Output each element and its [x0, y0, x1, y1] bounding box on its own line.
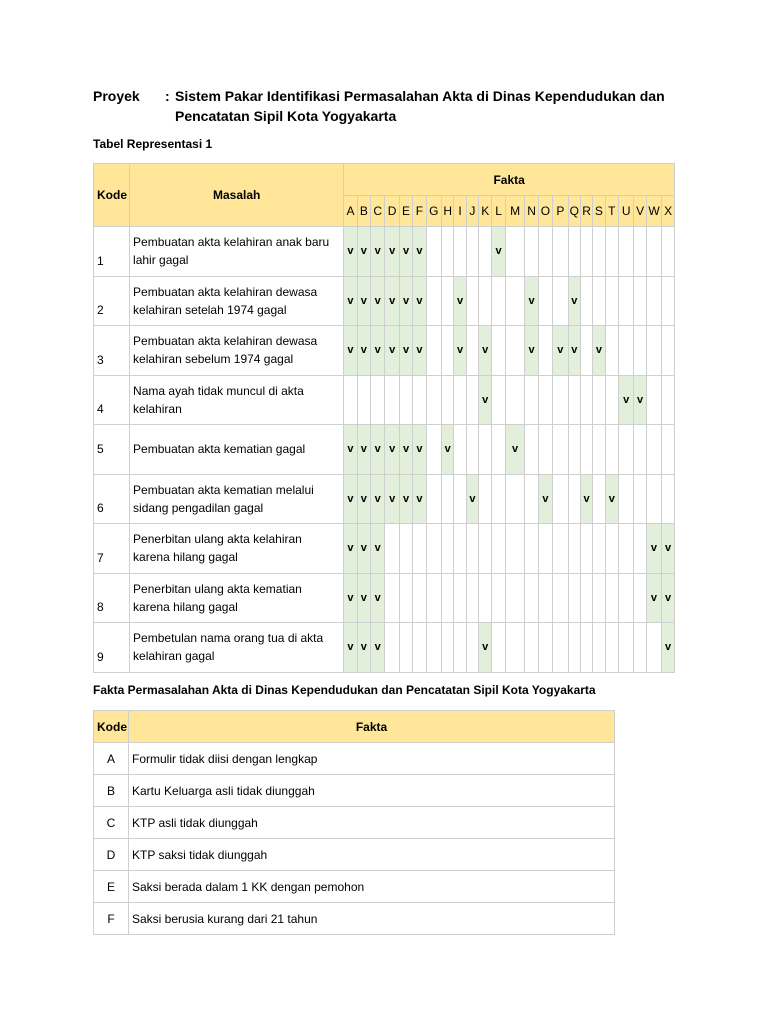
- fact-cell-i: [454, 375, 466, 425]
- fact-cell-a: v: [344, 623, 357, 673]
- fakta-letter-k: K: [479, 196, 492, 227]
- fact-cell-n: [525, 524, 538, 574]
- fact-cell-a: v: [344, 573, 357, 623]
- fact-cell-x: [662, 425, 675, 475]
- fakta-text: Saksi berada dalam 1 KK dengan pemohon: [129, 871, 615, 903]
- fact-cell-h: [442, 573, 454, 623]
- fact-cell-d: [385, 524, 399, 574]
- project-label: Proyek: [93, 88, 140, 104]
- fakta-letter-j: J: [466, 196, 478, 227]
- fact-cell-h: [442, 326, 454, 376]
- fact-cell-b: v: [357, 524, 370, 574]
- fact-cell-d: v: [385, 425, 399, 475]
- fact-cell-v: [634, 326, 646, 376]
- fakta-kode: D: [94, 839, 129, 871]
- fakta-letter-d: D: [385, 196, 399, 227]
- fact-cell-r: [580, 276, 592, 326]
- fact-cell-f: v: [413, 276, 426, 326]
- fakta-letter-u: U: [618, 196, 633, 227]
- fact-cell-k: [479, 573, 492, 623]
- table-row: [94, 326, 675, 376]
- table1-caption: Tabel Representasi 1: [93, 137, 213, 151]
- fakta-letter-o: O: [538, 196, 552, 227]
- fact-cell-g: [426, 276, 441, 326]
- fact-cell-n: v: [525, 276, 538, 326]
- fact-cell-x: [662, 375, 675, 425]
- row-kode: 9: [94, 623, 130, 673]
- fact-cell-m: [505, 276, 525, 326]
- fact-cell-k: v: [479, 375, 492, 425]
- fact-cell-t: [605, 375, 618, 425]
- fact-cell-e: [399, 573, 412, 623]
- fakta-letter-i: I: [454, 196, 466, 227]
- fact-cell-j: [466, 276, 478, 326]
- table-row: [94, 276, 675, 326]
- fact-cell-i: [454, 474, 466, 524]
- fact-cell-g: [426, 375, 441, 425]
- fact-cell-u: [618, 276, 633, 326]
- fact-cell-r: [580, 375, 592, 425]
- fact-cell-u: [618, 474, 633, 524]
- fact-cell-t: [605, 425, 618, 475]
- fakta-letter-w: W: [646, 196, 661, 227]
- fact-cell-k: v: [479, 623, 492, 673]
- fact-cell-m: [505, 375, 525, 425]
- fact-cell-p: [553, 276, 568, 326]
- fact-cell-v: v: [634, 375, 646, 425]
- fact-cell-n: [525, 573, 538, 623]
- fact-cell-r: [580, 524, 592, 574]
- fact-cell-b: [357, 375, 370, 425]
- fact-cell-a: v: [344, 276, 357, 326]
- fact-cell-u: [618, 227, 633, 277]
- fact-cell-m: v: [505, 425, 525, 475]
- fact-cell-d: [385, 573, 399, 623]
- fact-cell-c: v: [371, 474, 385, 524]
- fact-cell-m: [505, 524, 525, 574]
- fact-cell-t: [605, 326, 618, 376]
- fact-cell-k: [479, 227, 492, 277]
- fact-cell-s: [593, 227, 605, 277]
- fact-cell-t: [605, 573, 618, 623]
- fact-cell-w: [646, 623, 661, 673]
- row-masalah: Pembuatan akta kelahiran dewasa kelahiran sebelum 1974 gagal: [130, 326, 344, 376]
- fact-cell-r: v: [580, 474, 592, 524]
- fact-cell-g: [426, 623, 441, 673]
- row-kode: 3: [94, 326, 130, 376]
- fact-cell-j: [466, 375, 478, 425]
- fakta-kode: C: [94, 807, 129, 839]
- fact-cell-q: [568, 375, 580, 425]
- table-row: [94, 524, 675, 574]
- fakta-kode: E: [94, 871, 129, 903]
- fact-cell-w: [646, 326, 661, 376]
- fact-cell-d: [385, 375, 399, 425]
- fact-cell-m: [505, 326, 525, 376]
- fact-cell-h: [442, 474, 454, 524]
- fakta-col-header-kode: Kode: [94, 711, 129, 743]
- fact-cell-j: v: [466, 474, 478, 524]
- row-kode: 5: [94, 425, 130, 475]
- col-header-fakta: Fakta: [344, 164, 675, 196]
- fact-cell-x: [662, 326, 675, 376]
- fact-cell-p: [553, 474, 568, 524]
- fact-cell-q: [568, 623, 580, 673]
- fact-cell-w: [646, 474, 661, 524]
- fact-cell-w: [646, 227, 661, 277]
- fakta-text: KTP asli tidak diunggah: [129, 807, 615, 839]
- fact-cell-h: v: [442, 425, 454, 475]
- fact-cell-s: [593, 524, 605, 574]
- fact-cell-i: [454, 425, 466, 475]
- fact-cell-v: [634, 573, 646, 623]
- fact-cell-q: [568, 474, 580, 524]
- project-title-line1: Sistem Pakar Identifikasi Permasalahan Akta di Dinas Kependudukan dan: [175, 88, 665, 104]
- fact-cell-g: [426, 326, 441, 376]
- fact-cell-b: v: [357, 474, 370, 524]
- table-row: [94, 775, 615, 807]
- fact-cell-e: v: [399, 276, 412, 326]
- fact-cell-e: v: [399, 326, 412, 376]
- fact-cell-k: v: [479, 326, 492, 376]
- fact-cell-d: [385, 623, 399, 673]
- table-row: [94, 623, 675, 673]
- table-row: [94, 573, 675, 623]
- fact-cell-o: [538, 326, 552, 376]
- table-row: [94, 474, 675, 524]
- row-masalah: Penerbitan ulang akta kematian karena hilang gagal: [130, 573, 344, 623]
- fact-cell-h: [442, 375, 454, 425]
- fact-cell-s: v: [593, 326, 605, 376]
- fact-cell-c: v: [371, 524, 385, 574]
- fact-cell-o: [538, 227, 552, 277]
- fact-cell-d: v: [385, 276, 399, 326]
- fact-cell-l: [492, 326, 505, 376]
- fact-cell-c: [371, 375, 385, 425]
- fact-cell-e: [399, 375, 412, 425]
- table-row: [94, 871, 615, 903]
- fact-cell-e: v: [399, 474, 412, 524]
- fact-cell-c: v: [371, 276, 385, 326]
- fact-cell-j: [466, 425, 478, 475]
- fact-cell-t: [605, 227, 618, 277]
- fact-cell-x: v: [662, 573, 675, 623]
- fact-cell-r: [580, 573, 592, 623]
- fact-cell-l: [492, 474, 505, 524]
- fakta-letter-q: Q: [568, 196, 580, 227]
- fakta-letter-p: P: [553, 196, 568, 227]
- fact-cell-p: [553, 623, 568, 673]
- row-kode: 6: [94, 474, 130, 524]
- fact-cell-b: v: [357, 227, 370, 277]
- row-kode: 1: [94, 227, 130, 277]
- col-header-masalah: Masalah: [130, 164, 344, 227]
- fact-cell-b: v: [357, 276, 370, 326]
- fact-cell-p: [553, 524, 568, 574]
- fact-cell-j: [466, 326, 478, 376]
- fact-cell-d: v: [385, 326, 399, 376]
- fact-cell-w: [646, 425, 661, 475]
- fakta-letter-v: V: [634, 196, 646, 227]
- fact-cell-s: [593, 375, 605, 425]
- fact-cell-o: [538, 276, 552, 326]
- fact-cell-r: [580, 326, 592, 376]
- fact-cell-i: [454, 227, 466, 277]
- table-row: [94, 903, 615, 935]
- fact-cell-a: v: [344, 474, 357, 524]
- fact-cell-u: [618, 425, 633, 475]
- fact-cell-x: v: [662, 524, 675, 574]
- fact-cell-o: [538, 425, 552, 475]
- row-masalah: Nama ayah tidak muncul di akta kelahiran: [130, 375, 344, 425]
- fact-cell-v: [634, 623, 646, 673]
- fact-cell-k: [479, 276, 492, 326]
- fakta-text: KTP saksi tidak diunggah: [129, 839, 615, 871]
- fact-cell-q: [568, 573, 580, 623]
- fakta-kode: A: [94, 743, 129, 775]
- fact-cell-f: [413, 524, 426, 574]
- fact-cell-c: v: [371, 227, 385, 277]
- fact-cell-u: [618, 623, 633, 673]
- fakta-letter-f: F: [413, 196, 426, 227]
- row-kode: 4: [94, 375, 130, 425]
- fakta-text: Kartu Keluarga asli tidak diunggah: [129, 775, 615, 807]
- fact-cell-c: v: [371, 425, 385, 475]
- fakta-letter-s: S: [593, 196, 605, 227]
- fact-cell-q: [568, 425, 580, 475]
- fact-cell-f: v: [413, 227, 426, 277]
- fact-cell-u: v: [618, 375, 633, 425]
- table-row: [94, 839, 615, 871]
- fact-cell-w: [646, 276, 661, 326]
- row-masalah: Pembetulan nama orang tua di akta kelahiran gagal: [130, 623, 344, 673]
- fact-cell-d: v: [385, 227, 399, 277]
- fact-cell-p: [553, 425, 568, 475]
- fact-cell-n: [525, 474, 538, 524]
- fact-cell-n: [525, 425, 538, 475]
- fact-cell-g: [426, 573, 441, 623]
- fact-cell-o: [538, 524, 552, 574]
- fact-cell-t: [605, 623, 618, 673]
- fact-cell-s: [593, 623, 605, 673]
- fact-cell-a: v: [344, 425, 357, 475]
- table2-caption: Fakta Permasalahan Akta di Dinas Kependudukan dan Pencatatan Sipil Kota Yogyakarta: [93, 683, 596, 697]
- col-header-kode: Kode: [94, 164, 130, 227]
- fact-cell-h: [442, 276, 454, 326]
- fact-cell-p: [553, 573, 568, 623]
- fact-cell-x: v: [662, 623, 675, 673]
- table-row: [94, 375, 675, 425]
- fact-cell-l: [492, 573, 505, 623]
- table-row: [94, 425, 675, 475]
- project-colon: :: [165, 88, 170, 104]
- fact-cell-k: [479, 474, 492, 524]
- fact-cell-q: v: [568, 276, 580, 326]
- fact-cell-k: [479, 524, 492, 574]
- fact-cell-p: [553, 375, 568, 425]
- fakta-col-header-fakta: Fakta: [129, 711, 615, 743]
- fact-cell-a: v: [344, 227, 357, 277]
- fact-cell-e: v: [399, 227, 412, 277]
- fact-cell-n: [525, 375, 538, 425]
- fact-cell-b: v: [357, 623, 370, 673]
- fakta-letter-b: B: [357, 196, 370, 227]
- fact-cell-u: [618, 573, 633, 623]
- fakta-kode: F: [94, 903, 129, 935]
- representation-table: [93, 163, 675, 673]
- project-title-line2: Pencatatan Sipil Kota Yogyakarta: [175, 108, 397, 124]
- fact-cell-t: [605, 276, 618, 326]
- table-row: [94, 227, 675, 277]
- fact-cell-x: [662, 227, 675, 277]
- fact-cell-s: [593, 474, 605, 524]
- row-kode: 7: [94, 524, 130, 574]
- fact-cell-f: v: [413, 425, 426, 475]
- fact-cell-i: [454, 623, 466, 673]
- row-masalah: Pembuatan akta kematian gagal: [130, 425, 344, 475]
- fact-cell-e: v: [399, 425, 412, 475]
- fact-cell-a: v: [344, 326, 357, 376]
- fact-cell-f: [413, 623, 426, 673]
- fact-cell-m: [505, 623, 525, 673]
- table-row: [94, 807, 615, 839]
- fact-cell-h: [442, 623, 454, 673]
- fakta-letter-h: H: [442, 196, 454, 227]
- fact-cell-a: v: [344, 524, 357, 574]
- fact-cell-s: [593, 573, 605, 623]
- fact-cell-j: [466, 227, 478, 277]
- table-row: [94, 743, 615, 775]
- fakta-letter-r: R: [580, 196, 592, 227]
- fakta-letter-g: G: [426, 196, 441, 227]
- fact-cell-s: [593, 425, 605, 475]
- fact-cell-e: [399, 623, 412, 673]
- fact-cell-o: [538, 623, 552, 673]
- fact-cell-o: [538, 573, 552, 623]
- fact-cell-l: [492, 375, 505, 425]
- fakta-text: Formulir tidak diisi dengan lengkap: [129, 743, 615, 775]
- fact-cell-v: [634, 227, 646, 277]
- fact-cell-g: [426, 474, 441, 524]
- fact-cell-g: [426, 227, 441, 277]
- fakta-letter-a: A: [344, 196, 357, 227]
- row-masalah: Pembuatan akta kelahiran dewasa kelahiran setelah 1974 gagal: [130, 276, 344, 326]
- fakta-text: Saksi berusia kurang dari 21 tahun: [129, 903, 615, 935]
- fact-cell-r: [580, 227, 592, 277]
- fact-cell-l: [492, 276, 505, 326]
- fact-cell-l: [492, 623, 505, 673]
- fact-cell-j: [466, 573, 478, 623]
- fact-cell-n: [525, 623, 538, 673]
- fact-cell-i: [454, 573, 466, 623]
- fakta-letter-m: M: [505, 196, 525, 227]
- fact-cell-p: v: [553, 326, 568, 376]
- fakta-letter-l: L: [492, 196, 505, 227]
- fact-cell-l: [492, 524, 505, 574]
- fact-cell-d: v: [385, 474, 399, 524]
- fakta-kode: B: [94, 775, 129, 807]
- fact-cell-l: [492, 425, 505, 475]
- row-masalah: Pembuatan akta kematian melalui sidang pengadilan gagal: [130, 474, 344, 524]
- fakta-letter-t: T: [605, 196, 618, 227]
- fact-cell-i: v: [454, 326, 466, 376]
- fact-cell-e: [399, 524, 412, 574]
- row-kode: 8: [94, 573, 130, 623]
- fact-cell-b: v: [357, 326, 370, 376]
- fact-cell-g: [426, 425, 441, 475]
- fact-cell-c: v: [371, 573, 385, 623]
- fact-cell-v: [634, 524, 646, 574]
- fact-cell-f: [413, 375, 426, 425]
- fact-cell-l: v: [492, 227, 505, 277]
- fact-cell-m: [505, 227, 525, 277]
- fact-cell-f: v: [413, 474, 426, 524]
- fact-cell-h: [442, 524, 454, 574]
- fact-cell-p: [553, 227, 568, 277]
- fakta-letter-x: X: [662, 196, 675, 227]
- fact-cell-m: [505, 573, 525, 623]
- fact-cell-n: [525, 227, 538, 277]
- fact-cell-j: [466, 623, 478, 673]
- fact-cell-f: v: [413, 326, 426, 376]
- fact-cell-k: [479, 425, 492, 475]
- fact-cell-n: v: [525, 326, 538, 376]
- fact-cell-f: [413, 573, 426, 623]
- fact-cell-x: [662, 474, 675, 524]
- fact-cell-v: [634, 276, 646, 326]
- fact-cell-t: [605, 524, 618, 574]
- fact-cell-w: v: [646, 524, 661, 574]
- fact-cell-u: [618, 524, 633, 574]
- fact-cell-a: [344, 375, 357, 425]
- fact-cell-q: [568, 524, 580, 574]
- fakta-table: [93, 710, 615, 935]
- fact-cell-j: [466, 524, 478, 574]
- row-masalah: Pembuatan akta kelahiran anak baru lahir gagal: [130, 227, 344, 277]
- fact-cell-q: [568, 227, 580, 277]
- fakta-letter-e: E: [399, 196, 412, 227]
- fact-cell-v: [634, 474, 646, 524]
- fact-cell-s: [593, 276, 605, 326]
- fact-cell-c: v: [371, 326, 385, 376]
- fact-cell-x: [662, 276, 675, 326]
- fact-cell-u: [618, 326, 633, 376]
- fact-cell-i: v: [454, 276, 466, 326]
- row-masalah: Penerbitan ulang akta kelahiran karena hilang gagal: [130, 524, 344, 574]
- fact-cell-g: [426, 524, 441, 574]
- fakta-letter-n: N: [525, 196, 538, 227]
- fact-cell-o: v: [538, 474, 552, 524]
- fact-cell-m: [505, 474, 525, 524]
- fakta-letter-c: C: [371, 196, 385, 227]
- fact-cell-t: v: [605, 474, 618, 524]
- fact-cell-h: [442, 227, 454, 277]
- fact-cell-r: [580, 623, 592, 673]
- row-kode: 2: [94, 276, 130, 326]
- fact-cell-r: [580, 425, 592, 475]
- fact-cell-v: [634, 425, 646, 475]
- fact-cell-b: v: [357, 425, 370, 475]
- fact-cell-c: v: [371, 623, 385, 673]
- fact-cell-o: [538, 375, 552, 425]
- fact-cell-q: v: [568, 326, 580, 376]
- fact-cell-b: v: [357, 573, 370, 623]
- fact-cell-i: [454, 524, 466, 574]
- fact-cell-w: v: [646, 573, 661, 623]
- fact-cell-w: [646, 375, 661, 425]
